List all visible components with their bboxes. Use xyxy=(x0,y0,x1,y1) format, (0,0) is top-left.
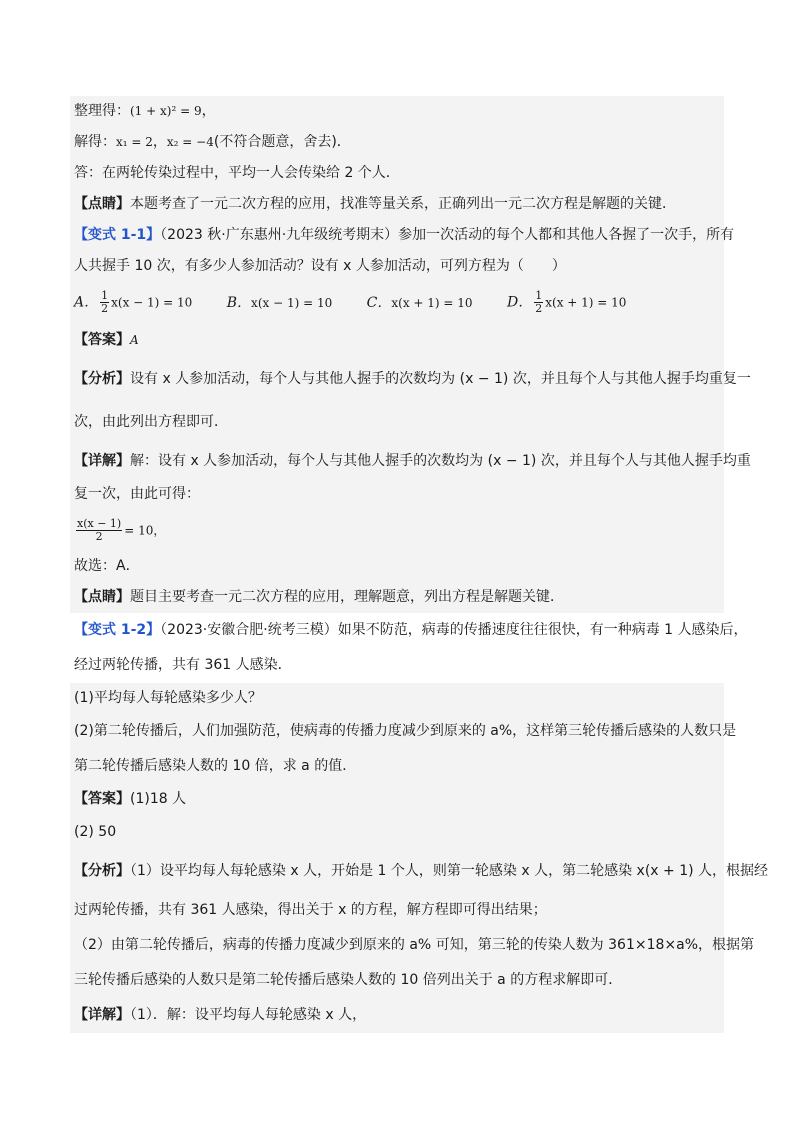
tip-tag: 【点睛】 xyxy=(74,589,130,605)
fraction-denominator: 2 xyxy=(95,530,103,543)
text-line: 第二轮传播后感染人数的 10 倍，求 a 的值． xyxy=(74,758,357,774)
analysis-text: （1）设平均每人每轮感染 x 人，开始是 1 个人，则第一轮感染 x 人，第二轮感染 x(x + 1) 人，根据经 xyxy=(130,863,769,879)
question-1-2-prompt xyxy=(70,613,748,683)
option-letter: A． xyxy=(74,294,99,311)
fraction-numerator: x(x − 1) xyxy=(77,517,122,530)
option-letter: C． xyxy=(366,294,392,311)
fraction xyxy=(100,290,109,315)
detail-tag: 【详解】 xyxy=(74,1007,130,1023)
solution-block-previous xyxy=(70,96,724,220)
detail-tag: 【详解】 xyxy=(74,453,130,469)
text-line xyxy=(70,850,769,893)
punct: ， xyxy=(152,134,167,150)
equation: x(x + 1) = 10 xyxy=(391,295,473,310)
sub-question-2: (2)第二轮传播后，人们加强防范，使病毒的传播力度减少到原来的 a%，这样第三轮传播后感染的人数只是 xyxy=(74,723,737,739)
option-d xyxy=(507,290,626,315)
question-1-1 xyxy=(70,220,751,613)
document-page xyxy=(70,96,769,1033)
option-b xyxy=(227,294,332,313)
equation: x₂ = −4 xyxy=(166,135,214,149)
equation: x₁ = 2 xyxy=(116,135,153,149)
detail-text: 解：设有 x 人参加活动，每个人与其他人握手的次数均为 (x − 1) 次，并且每个人与其他人握手均重 xyxy=(130,453,751,469)
equation: x(x + 1) = 10 xyxy=(545,295,627,310)
equation: = 10， xyxy=(124,523,166,538)
equation: (1 + x)² = 9 xyxy=(130,104,202,118)
detail-text: （1）．解：设平均每人每轮感染 x 人， xyxy=(130,1007,367,1023)
text-line: 次，由此列出方程即可． xyxy=(74,414,228,430)
label-text: 整理得： xyxy=(74,103,130,119)
text-line xyxy=(70,220,735,251)
punct: ， xyxy=(201,103,216,119)
answer-tag: 【答案】 xyxy=(74,791,130,807)
fraction-numerator: 1 xyxy=(101,289,109,302)
fraction-numerator: 1 xyxy=(535,289,543,302)
analysis-tag: 【分析】 xyxy=(74,371,130,387)
text-line xyxy=(70,96,724,127)
answer-line-2: (2) 50 xyxy=(74,824,117,840)
text-line xyxy=(70,998,724,1033)
tip-tag: 【点睛】 xyxy=(74,196,130,212)
answer-line xyxy=(70,323,724,358)
text-line: 经过两轮传播，共有 361 人感染． xyxy=(74,657,292,673)
question-text: （2023 秋·广东惠州·九年级统考期末）参加一次活动的每个人都和其他人各握了一次手，所有 xyxy=(160,227,735,243)
option-a xyxy=(74,290,192,315)
answer-line xyxy=(70,784,724,815)
question-1-2-body xyxy=(70,683,769,1033)
fraction-denominator: 2 xyxy=(101,302,109,315)
answer-tag: 【答案】 xyxy=(74,332,130,348)
text-line: 三轮传播后感染的人数只是第二轮传播后感染人数的 10 倍列出关于 a 的方程求解即可． xyxy=(74,972,623,988)
analysis-tag: 【分析】 xyxy=(74,863,130,879)
fraction xyxy=(534,290,543,315)
text-line: 过两轮传播，共有 361 人感染，得出关于 x 的方程，解方程即可得出结果； xyxy=(74,902,547,918)
fraction xyxy=(76,518,122,543)
text-line: 故选：A． xyxy=(74,558,140,574)
option-letter: D． xyxy=(507,294,533,311)
text-line xyxy=(70,582,724,613)
text-line xyxy=(70,127,724,158)
tip-text: 本题考查了一元二次方程的应用，找准等量关系，正确列出一元二次方程是解题的关键． xyxy=(130,196,676,212)
options-row xyxy=(70,282,724,323)
label-text: 解得： xyxy=(74,134,116,150)
equation: x(x − 1) = 10 xyxy=(251,295,333,310)
option-c xyxy=(367,294,473,313)
answer-value: A xyxy=(130,333,139,347)
option-letter: B． xyxy=(226,294,252,311)
text-line xyxy=(70,189,724,220)
question-tag: 【变式 1-1】 xyxy=(74,227,161,243)
equation-line xyxy=(70,510,724,551)
sub-question-1: (1)平均每人每轮感染多少人？ xyxy=(74,690,262,706)
text-line xyxy=(70,613,748,648)
note-text: (不符合题意，舍去)． xyxy=(213,134,351,150)
text-line: 人共握手 10 次，有多少人参加活动？设有 x 人参加活动，可列方程为（ ） xyxy=(74,258,566,274)
text-line: 复一次，由此可得： xyxy=(74,486,200,502)
text-line: 答：在两轮传染过程中，平均一人会传染给 2 个人． xyxy=(74,165,400,181)
text-line: （2）由第二轮传播后，病毒的传播力度减少到原来的 a% 可知，第三轮的传染人数为 361×18×a%，根据第 xyxy=(74,937,755,953)
text-line xyxy=(70,444,751,479)
question-tag: 【变式 1-2】 xyxy=(74,622,161,638)
analysis-text: 设有 x 人参加活动，每个人与其他人握手的次数均为 (x − 1) 次，并且每个人与其他人握手均重复一 xyxy=(130,371,751,387)
question-text: （2023·安徽合肥·统考三模）如果不防范，病毒的传播速度往往很快，有一种病毒 1 人感染后， xyxy=(160,622,748,638)
text-line xyxy=(70,358,751,401)
equation: x(x − 1) = 10 xyxy=(111,295,193,310)
answer-value: (1)18 人 xyxy=(130,791,187,807)
tip-text: 题目主要考查一元二次方程的应用，理解题意，列出方程是解题关键． xyxy=(130,589,564,605)
fraction-denominator: 2 xyxy=(535,302,543,315)
